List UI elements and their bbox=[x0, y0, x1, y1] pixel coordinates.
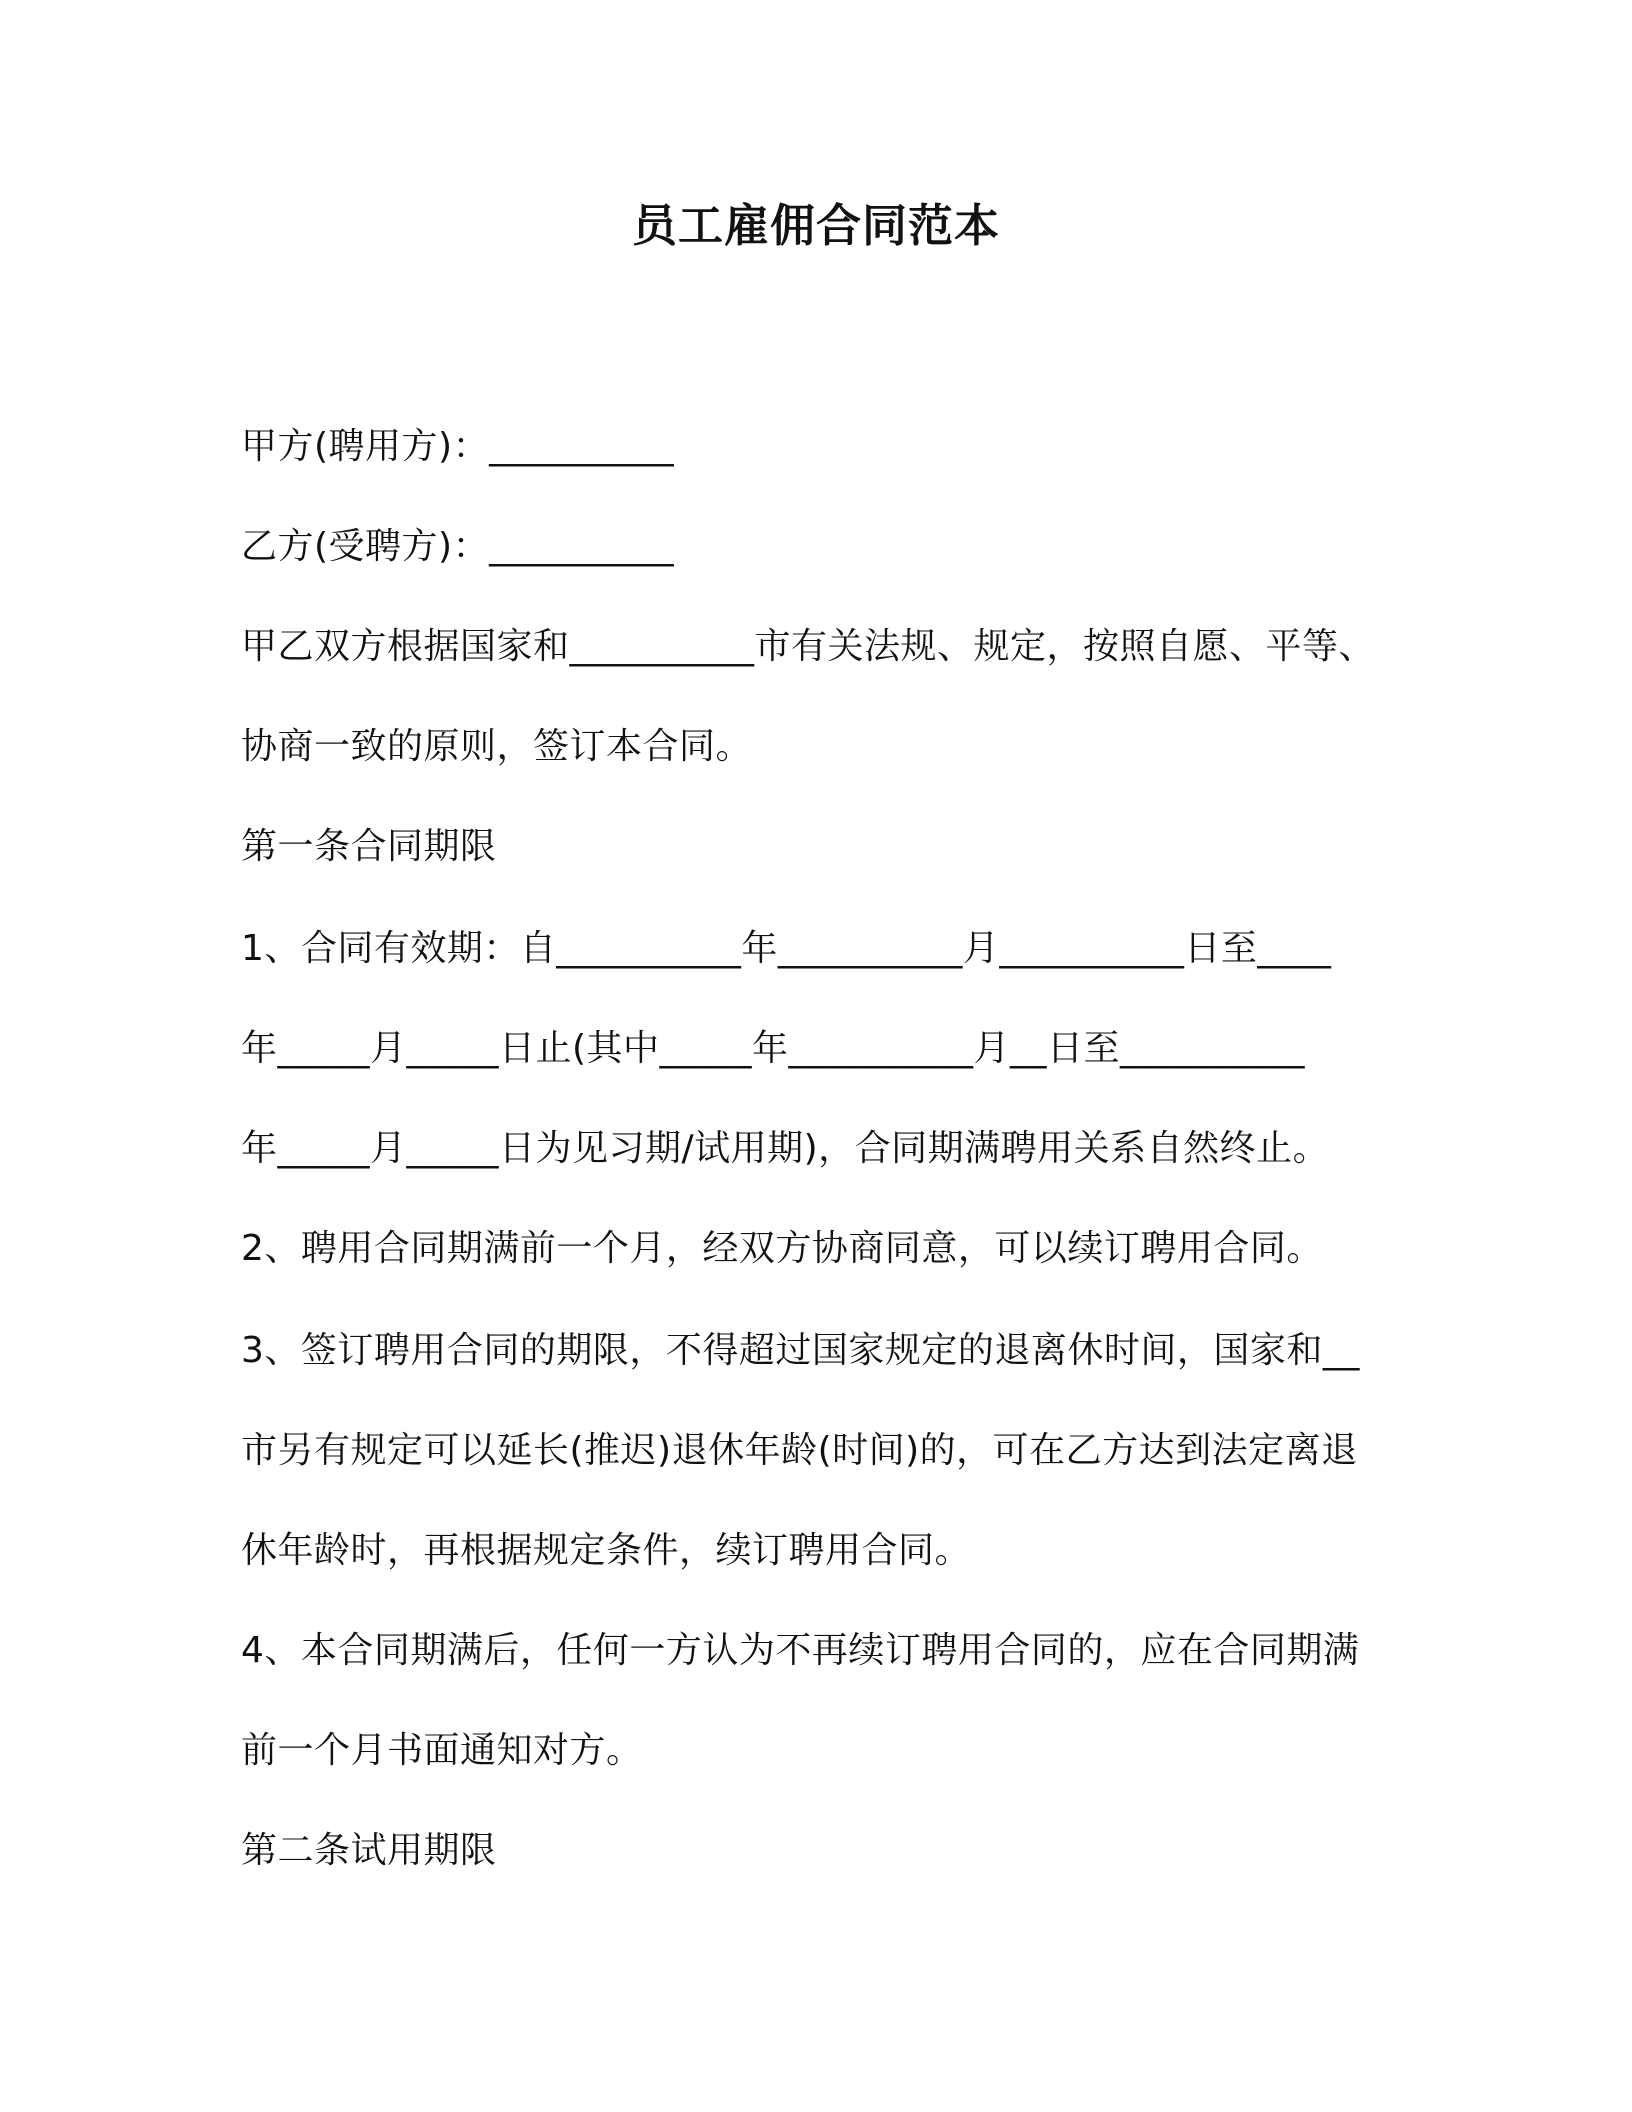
preamble-line-1: 甲乙双方根据国家和__________市有关法规、规定，按照自愿、平等、 bbox=[241, 626, 1376, 667]
article-1-heading: 第一条合同期限 bbox=[241, 826, 497, 867]
clause-1-line-3: 年_____月_____日为见习期/试用期)，合同期满聘用关系自然终止。 bbox=[241, 1128, 1330, 1169]
clause-3-line-2: 市另有规定可以延长(推迟)退休年龄(时间)的，可在乙方达到法定离退 bbox=[241, 1430, 1358, 1471]
clause-1-line-1: 1、合同有效期：自__________年__________月__________日至____ bbox=[241, 928, 1332, 969]
clause-3-line-1: 3、签订聘用合同的期限，不得超过国家规定的退离休时间，国家和__ bbox=[241, 1330, 1360, 1371]
preamble-line-2: 协商一致的原则，签订本合同。 bbox=[241, 726, 753, 767]
clause-4-line-2: 前一个月书面通知对方。 bbox=[241, 1730, 643, 1771]
clause-4-line-1: 4、本合同期满后，任何一方认为不再续订聘用合同的，应在合同期满 bbox=[241, 1630, 1360, 1671]
party-a-line: 甲方(聘用方)：__________ bbox=[241, 426, 675, 467]
clause-3-line-3: 休年龄时，再根据规定条件，续订聘用合同。 bbox=[241, 1530, 972, 1571]
document-title: 员工雇佣合同范本 bbox=[631, 199, 1000, 252]
clause-2-line: 2、聘用合同期满前一个月，经双方协商同意，可以续订聘用合同。 bbox=[241, 1228, 1323, 1269]
party-b-line: 乙方(受聘方)：__________ bbox=[241, 526, 675, 567]
article-2-heading: 第二条试用期限 bbox=[241, 1830, 497, 1871]
clause-1-line-2: 年_____月_____日止(其中_____年__________月__日至__________ bbox=[241, 1028, 1306, 1069]
